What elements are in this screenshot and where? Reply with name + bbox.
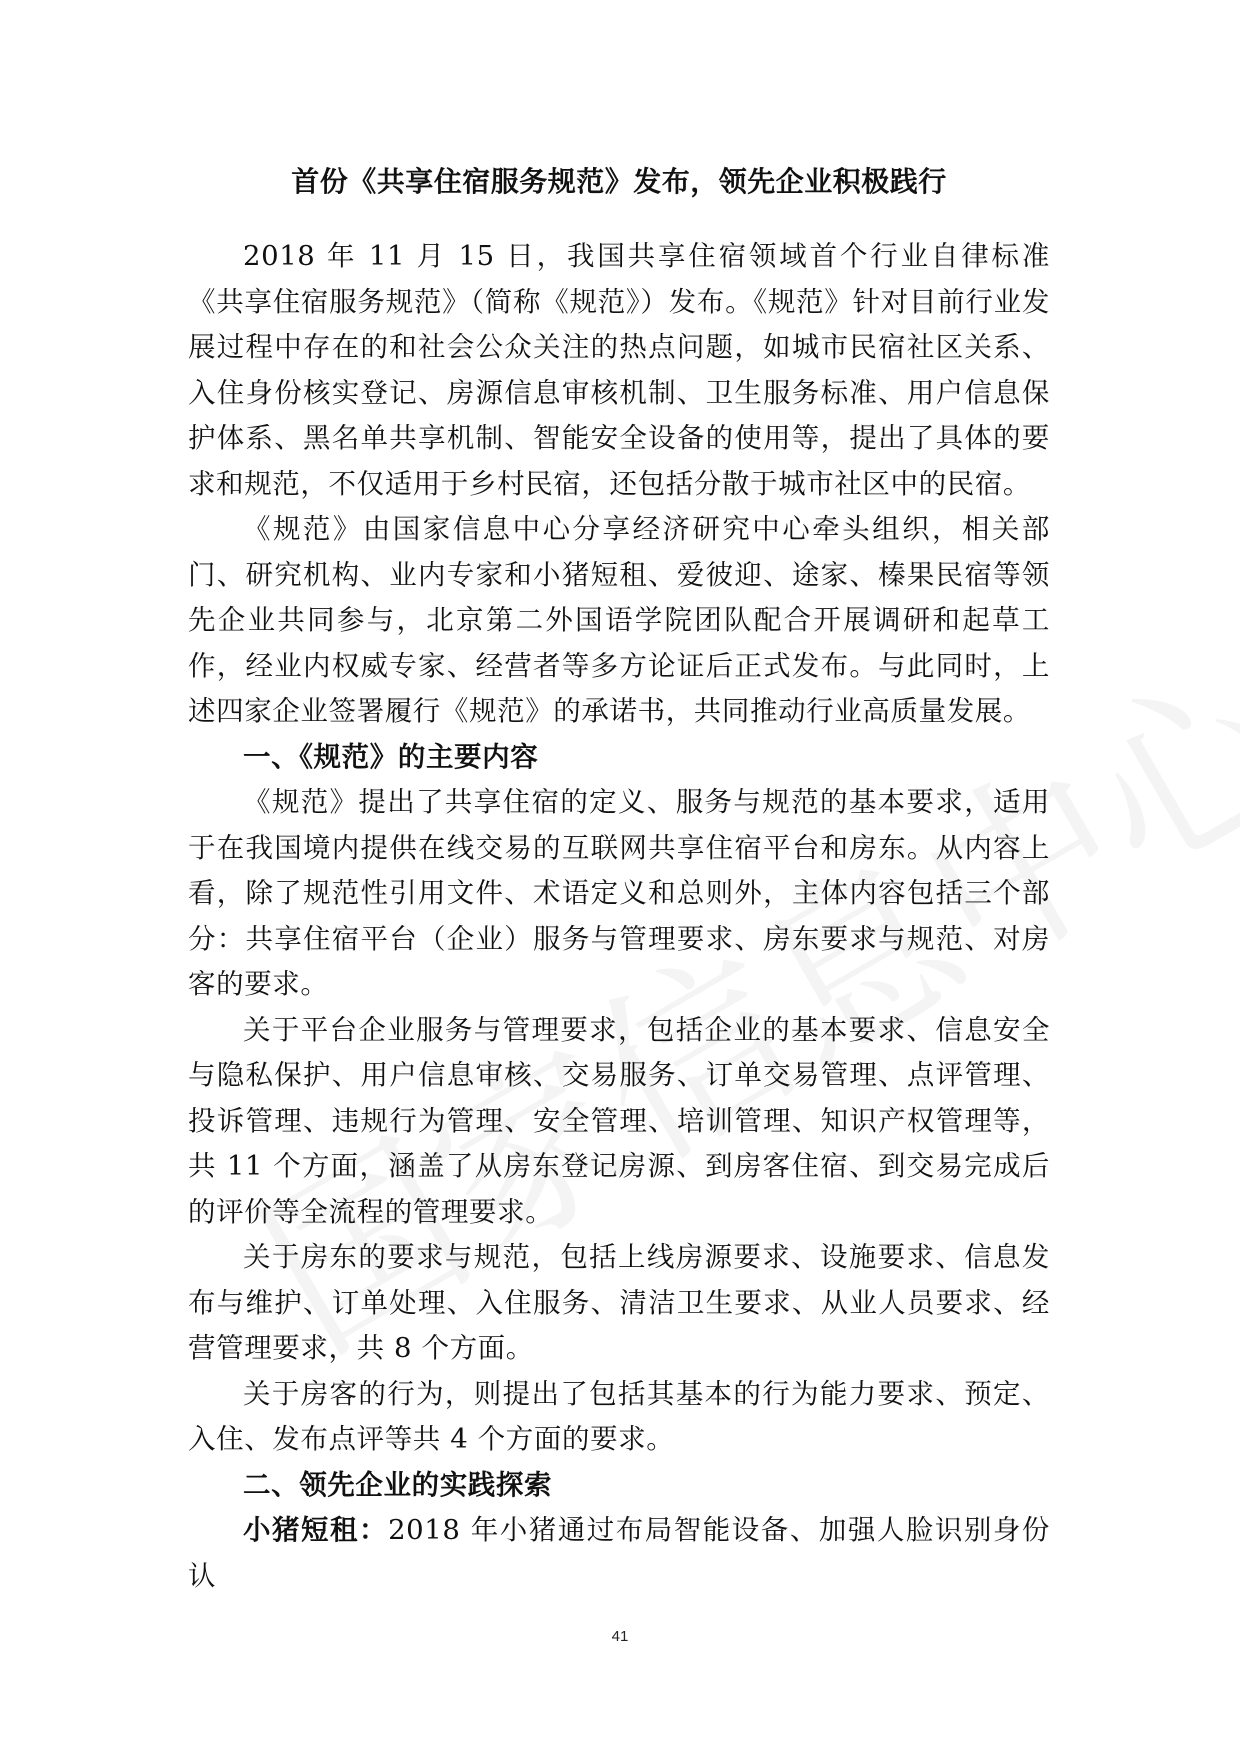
section-heading-2: 二、领先企业的实践探索 — [243, 1468, 553, 1501]
section1-paragraph: 关于房客的行为，则提出了包括其基本的行为能力要求、预定、入住、发布点评等共 4 个方面的要求。 — [188, 1377, 1050, 1455]
company-label: 小猪短租： — [243, 1514, 389, 1546]
section2-paragraph — [188, 1508, 1050, 1599]
section1-paragraph: 关于房东的要求与规范，包括上线房源要求、设施要求、信息发布与维护、订单处理、入住服务、清洁卫生要求、从业人员要求、经营管理要求，共 8 个方面。 — [188, 1241, 1050, 1364]
paragraph-intro: 2018 年 11 月 15 日，我国共享住宿领域首个行业自律标准《共享住宿服务规范》（简称《规范》）发布。《规范》针对目前行业发展过程中存在的和社会公众关注的热点问题，如城市民宿社区关系、入住身份核实登记、房源信息审核机制、卫生服务标准、用户信息保护体系、黑名单共享机制、智能安全设备的使用等，提出了具体的要求和规范，不仅适用于乡村民宿，还包括分散于城市社区中的民宿。 — [188, 240, 1050, 500]
paragraph-organizers: 《规范》由国家信息中心分享经济研究中心牵头组织，相关部门、研究机构、业内专家和小猪短租、爱彼迎、途家、榛果民宿等领先企业共同参与，北京第二外国语学院团队配合开展调研和起草工作，经业内权威专家、经营者等多方论证后正式发布。与此同时，上述四家企业签署履行《规范》的承诺书，共同推动行业高质量发展。 — [188, 513, 1050, 727]
document-title: 首份《共享住宿服务规范》发布，领先企业积极践行 — [291, 165, 947, 198]
section1-paragraph: 《规范》提出了共享住宿的定义、服务与规范的基本要求，适用于在我国境内提供在线交易的互联网共享住宿平台和房东。从内容上看，除了规范性引用文件、术语定义和总则外，主体内容包括三个部分：共享住宿平台（企业）服务与管理要求、房东要求与规范、对房客的要求。 — [188, 786, 1050, 1000]
section1-paragraph: 关于平台企业服务与管理要求，包括企业的基本要求、信息安全与隐私保护、用户信息审核、交易服务、订单交易管理、点评管理、投诉管理、违规行为管理、安全管理、培训管理、知识产权管理等，共 11 个方面，涵盖了从房东登记房源、到房客住宿、到交易完成后的评价等全流程的管理要求。 — [188, 1013, 1050, 1228]
page-number: 41 — [611, 1628, 629, 1645]
company-text: 2018 年小猪通过布局智能设备、加强人脸识别身份认 — [188, 1514, 1050, 1592]
section-heading-1: 一、《规范》的主要内容 — [243, 740, 539, 773]
document-body — [188, 160, 1050, 1599]
